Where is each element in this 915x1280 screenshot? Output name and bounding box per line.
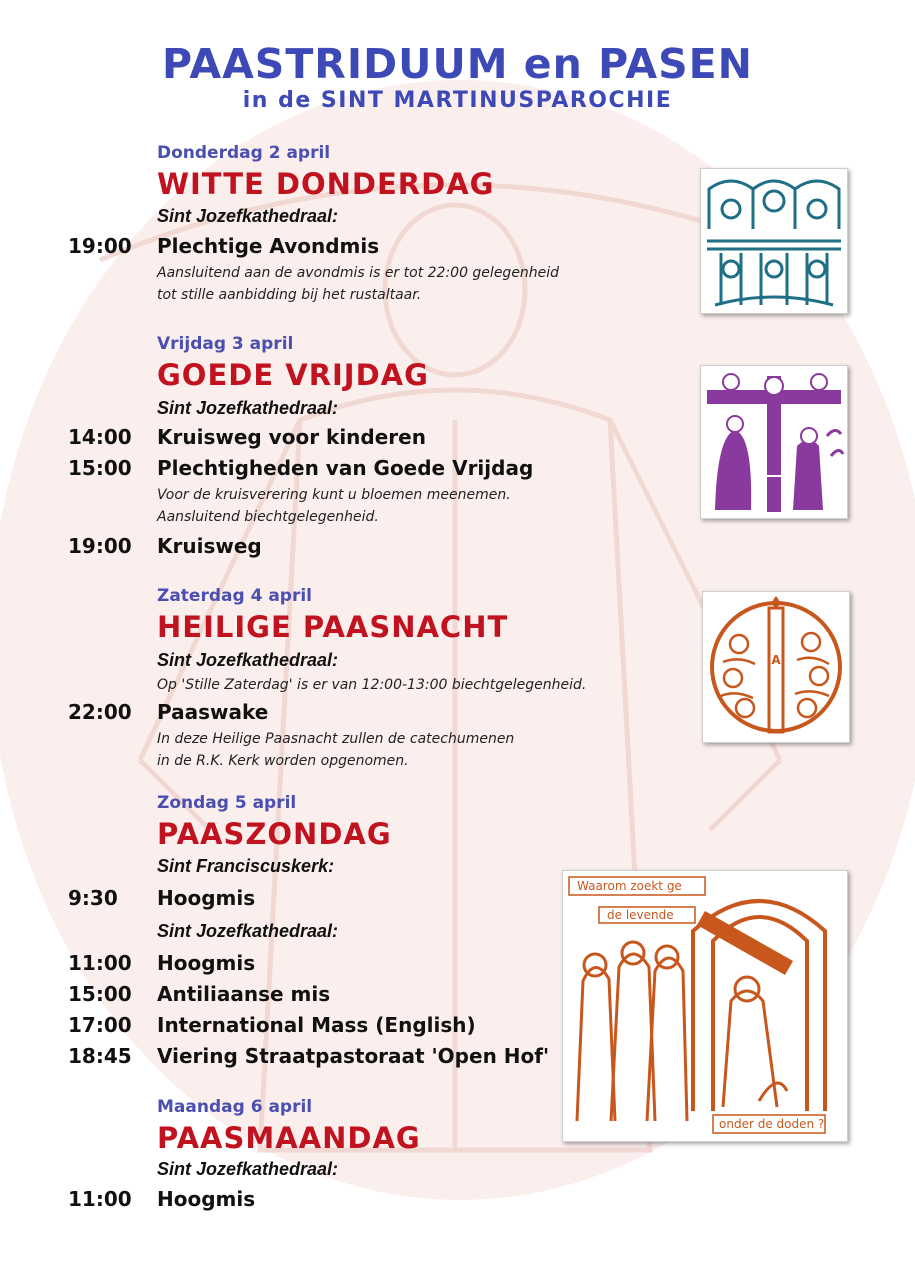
event-title: Plechtige Avondmis	[157, 234, 380, 258]
venue-label: Sint Jozefkathedraal:	[157, 921, 339, 941]
venue-label: Sint Jozefkathedraal:	[157, 1159, 339, 1179]
event-title: Viering Straatpastoraat 'Open Hof'	[157, 1044, 550, 1068]
event-time: 11:00	[68, 1187, 132, 1211]
event-note: Voor de kruisverering kunt u bloemen meenemen.	[157, 487, 511, 503]
event-title: Kruisweg	[157, 534, 262, 558]
venue-label: Sint Jozefkathedraal:	[157, 206, 339, 226]
empty-tomb-illustration	[562, 870, 848, 1142]
event-title: Plechtigheden van Goede Vrijdag	[157, 456, 534, 480]
svg-text:A: A	[771, 653, 781, 667]
event-time: 14:00	[68, 425, 132, 449]
day-date: Donderdag 2 april	[157, 143, 331, 163]
event-time: 9:30	[68, 886, 118, 910]
event-title: Hoogmis	[157, 951, 256, 975]
venue-note: Op 'Stille Zaterdag' is er van 12:00-13:00 biechtgelegenheid.	[157, 677, 587, 693]
event-time: 15:00	[68, 982, 132, 1006]
day-date: Vrijdag 3 april	[157, 334, 294, 354]
day-date: Maandag 6 april	[157, 1097, 313, 1117]
banner-mid-text: de levende	[607, 908, 674, 922]
day-date: Zaterdag 4 april	[157, 586, 312, 606]
event-time: 15:00	[68, 456, 132, 480]
day-name: WITTE DONDERDAG	[157, 167, 495, 201]
easter-vigil-illustration	[702, 591, 850, 743]
day-name: HEILIGE PAASNACHT	[157, 610, 509, 644]
event-note: tot stille aanbidding bij het rustaltaar.	[157, 287, 422, 303]
day-date: Zondag 5 april	[157, 793, 297, 813]
day-name: PAASZONDAG	[157, 817, 392, 851]
banner-bottom-text: onder de doden ?	[719, 1117, 825, 1131]
event-time: 19:00	[68, 534, 132, 558]
event-time: 22:00	[68, 700, 132, 724]
banner-top-text: Waarom zoekt ge	[577, 879, 682, 893]
event-note: In deze Heilige Paasnacht zullen de catechumenen	[157, 731, 515, 747]
day-name: GOEDE VRIJDAG	[157, 358, 429, 392]
event-title: Hoogmis	[157, 886, 256, 910]
event-title: Paaswake	[157, 700, 269, 724]
event-time: 18:45	[68, 1044, 132, 1068]
page-title: PAASTRIDUUM en PASEN	[162, 40, 753, 88]
event-note: Aansluitend biechtgelegenheid.	[157, 509, 379, 525]
event-note: in de R.K. Kerk worden opgenomen.	[157, 753, 409, 769]
last-supper-illustration	[700, 168, 848, 314]
event-time: 19:00	[68, 234, 132, 258]
event-title: Antiliaanse mis	[157, 982, 331, 1006]
event-title: International Mass (English)	[157, 1013, 476, 1037]
event-time: 11:00	[68, 951, 132, 975]
venue-label: Sint Jozefkathedraal:	[157, 650, 339, 670]
venue-label: Sint Jozefkathedraal:	[157, 398, 339, 418]
event-title: Hoogmis	[157, 1187, 256, 1211]
day-name: PAASMAANDAG	[157, 1121, 421, 1155]
header	[0, 40, 915, 114]
venue-label: Sint Franciscuskerk:	[157, 856, 335, 876]
crucifixion-illustration	[700, 365, 848, 519]
event-note: Aansluitend aan de avondmis is er tot 22:00 gelegenheid	[157, 265, 560, 281]
event-time: 17:00	[68, 1013, 132, 1037]
event-title: Kruisweg voor kinderen	[157, 425, 426, 449]
page-subtitle: in de SINT MARTINUSPAROCHIE	[242, 88, 673, 113]
